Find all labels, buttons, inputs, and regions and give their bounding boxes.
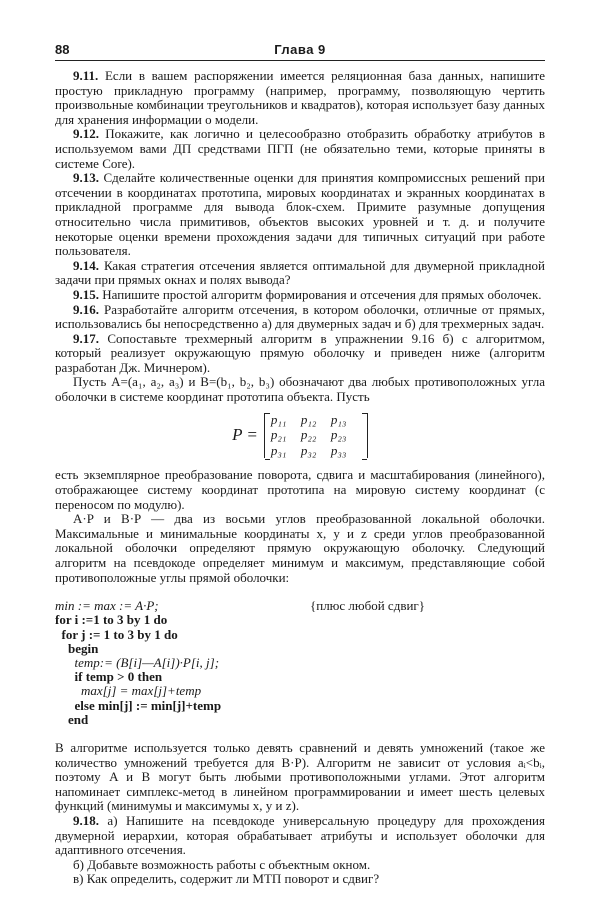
- exercise-9-14: [55, 259, 545, 288]
- paragraph-text: Разработайте алгоритм отсечения, в котором оболочки, отличные от прямых, использовались бы непосредственно а) для двумерных задач и б) для трехмерных задач.: [55, 301, 545, 332]
- exercise-number: 9.15.: [73, 286, 99, 302]
- matrix-cell: p₁₃: [330, 411, 347, 427]
- matrix-lhs: P =: [232, 425, 258, 445]
- chapter-title: Глава 9: [274, 42, 326, 57]
- matrix-cell: p₃₃: [330, 442, 347, 458]
- code-line: begin: [55, 640, 99, 656]
- exercise-9-11: [55, 69, 545, 127]
- code-line: else min[j] := min[j]+temp: [55, 697, 222, 713]
- paragraph-text: Сделайте количественные оценки для принятия компромиссных решений при отсечении в координатах прототипа, мировых координатах и экранных координатах в прикладной программе для вывода блок-схем. Примите разумные допущения относительно числа примитивов, объектов высоких уровней и т. д. и получите некоторые оценки времени прохождения задачи для типичных ситуаций при работе пользователя.: [55, 170, 546, 259]
- matrix-cell: p₂₂: [300, 427, 317, 443]
- exercise-9-12: [55, 127, 545, 171]
- matrix: [264, 413, 368, 459]
- exercises-bottom: [55, 741, 545, 887]
- exercise-9-16: [55, 303, 545, 332]
- paragraph: [55, 872, 545, 887]
- paragraph-text: б) Добавьте возможность работы с объектным окном.: [73, 856, 371, 872]
- exercise-9-15: [55, 288, 545, 303]
- exercise-9-18: [55, 814, 545, 858]
- pseudocode-block: [55, 599, 545, 727]
- explanation: [55, 468, 545, 585]
- code-comment: {плюс любой сдвиг}: [310, 598, 425, 614]
- paragraph: [55, 858, 545, 873]
- page-body: [55, 69, 545, 887]
- code-line: max[j] = max[j]+temp: [55, 683, 202, 699]
- page-number: 88: [55, 42, 70, 57]
- paragraph-text: Сопоставьте трехмерный алгоритм в упражнении 9.16 б) с алгоритмом, который реализует окружающую прямую оболочку и приведен ниже (алгоритм разработан Дж. Мичнером).: [55, 330, 545, 375]
- paragraph-text: Пусть A=(a₁, a₂, a₃) и B=(b₁, b₂, b₃) обозначают два любых противоположных угла оболочки в системе координат прототипа объекта. Пусть: [55, 374, 545, 405]
- matrix-cell: p₃₁: [270, 442, 287, 458]
- paragraph: [55, 468, 545, 512]
- code-line: for i :=1 to 3 by 1 do: [55, 612, 168, 628]
- paragraph-text: Какая стратегия отсечения является оптимальной для двумерной прикладной задачи при прямых окнах и полях вывода?: [55, 257, 545, 288]
- code-line: end: [55, 711, 89, 727]
- exercise-number: 9.14.: [73, 257, 99, 273]
- matrix-cell: p₃₂: [300, 442, 317, 458]
- paragraph-text: В алгоритме используется только девять сравнений и девять умножений (такое же количество умножений требуется для B·P). Алгоритм не зависит от условия aᵢ<bᵢ, поэтому A и B могут быть любыми противоположными углами. Этот алгоритм напоминает симплекс-метод в линейном программировании и имеет шесть целевых функций (минимумы и максимумы x, y и z).: [55, 740, 545, 814]
- matrix-equation: [55, 413, 545, 459]
- page-header: [55, 42, 545, 61]
- paragraph-text: есть экземплярное преобразование поворота, сдвига и масштабирования (линейного), отображающее систему координат прототипа на мировую систему координат (с переносом по модулю).: [55, 467, 545, 512]
- exercise-number: 9.17.: [73, 330, 99, 346]
- paragraph-text: Напишите простой алгоритм формирования и отсечения для прямых оболочек.: [102, 286, 542, 302]
- paragraph-text: A·P и B·P — два из восьми углов преобразованной локальной оболочки. Максимальные и минимальные координаты x, y и z среди углов преобразованной локальной оболочки определяют прямую окружающую оболочку. Следующий алгоритм на псевдокоде определяет минимум и максимум, представляющие собой противоположные углы прямой оболочки:: [55, 511, 545, 585]
- code-line: min := max := A·P;: [55, 598, 159, 614]
- matrix-cell: p₁₂: [300, 411, 317, 427]
- exercise-number: 9.18.: [73, 812, 99, 828]
- paragraph-text: а) Напишите на псевдокоде универсальную процедуру для прохождения двумерной иерархии, которая обрабатывает атрибуты и использует оболочки для адаптивного отсечения.: [55, 812, 545, 858]
- exercises-top: [55, 69, 545, 405]
- paragraph: [55, 375, 545, 404]
- exercise-number: 9.11.: [73, 68, 99, 83]
- paragraph: [55, 741, 545, 814]
- matrix-cell: p₂₃: [330, 427, 347, 443]
- exercise-number: 9.12.: [73, 126, 99, 142]
- exercise-number: 9.16.: [73, 301, 99, 317]
- paragraph-text: в) Как определить, содержит ли МТП поворот и сдвиг?: [73, 871, 380, 887]
- paragraph: [55, 512, 545, 585]
- matrix-cell: p₂₁: [270, 427, 287, 443]
- exercise-9-17: [55, 332, 545, 376]
- code-line: temp:= (B[i]—A[i])·P[i, j];: [55, 655, 220, 670]
- exercise-9-13: [55, 171, 545, 259]
- paragraph-text: Если в вашем распоряжении имеется реляционная база данных, напишите простую прикладную программу (например, программу, позволяющую чертить произвольные комбинации треугольников и квадратов), которая использует базу данных для хранения информации о модели.: [55, 68, 545, 127]
- code-line: if temp > 0 then: [55, 669, 163, 685]
- paragraph-text: Покажите, как логично и целесообразно отобразить обработку атрибутов в используемом вами ДП средствами ПГП (не обязательно теми, которые приняты в системе Core).: [55, 126, 545, 171]
- code-line: for j := 1 to 3 by 1 do: [55, 626, 178, 642]
- matrix-cell: p₁₁: [270, 411, 287, 427]
- exercise-number: 9.13.: [73, 170, 99, 186]
